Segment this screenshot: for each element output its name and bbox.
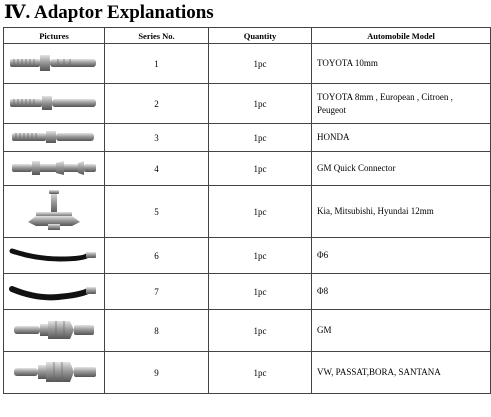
model-text: GM (317, 325, 332, 335)
picture-cell (4, 44, 105, 84)
table-row (4, 152, 491, 186)
quantity-cell: 1pc (209, 274, 312, 310)
model-text: TOYOTA 8mm , European , Citroen , (317, 91, 453, 102)
bracket-adaptor-icon (8, 188, 100, 234)
picture-cell (4, 238, 105, 274)
column-header-series: Series No. (105, 28, 209, 44)
series-cell: 8 (105, 310, 209, 352)
table-row (4, 124, 491, 152)
series-cell: 3 (105, 124, 209, 152)
picture-cell (4, 152, 105, 186)
series-cell: 2 (105, 84, 209, 124)
threaded-rod-adaptor-icon (8, 93, 100, 113)
model-text: Peugeot (317, 104, 346, 115)
quantity-cell: 1pc (209, 238, 312, 274)
picture-cell (4, 186, 105, 238)
threaded-rod-adaptor-icon (8, 53, 100, 73)
series-cell: 5 (105, 186, 209, 238)
hose-adaptor-icon (8, 279, 100, 303)
table-row (4, 310, 491, 352)
column-header-quantity: Quantity (209, 28, 312, 44)
model-text: Φ6 (317, 250, 329, 260)
model-text: TOYOTA 10mm (317, 58, 378, 68)
hose-adaptor-icon (8, 243, 100, 267)
model-cell (312, 44, 491, 84)
table-row (4, 238, 491, 274)
model-cell (312, 310, 491, 352)
quantity-cell: 1pc (209, 186, 312, 238)
quick-connector-adaptor-icon (8, 158, 100, 178)
table-row (4, 186, 491, 238)
quantity-cell: 1pc (209, 310, 312, 352)
series-cell: 7 (105, 274, 209, 310)
threaded-rod-adaptor-icon (8, 129, 100, 145)
series-cell: 4 (105, 152, 209, 186)
series-cell: 9 (105, 352, 209, 394)
picture-cell (4, 124, 105, 152)
picture-cell (4, 352, 105, 394)
table-row (4, 352, 491, 394)
table-row (4, 84, 491, 124)
model-cell (312, 152, 491, 186)
model-cell (312, 186, 491, 238)
model-cell (312, 352, 491, 394)
quantity-cell: 1pc (209, 84, 312, 124)
picture-cell (4, 310, 105, 352)
hex-fitting-adaptor-icon (8, 359, 100, 385)
model-cell (312, 84, 491, 124)
series-cell: 6 (105, 238, 209, 274)
table-row (4, 274, 491, 310)
hex-fitting-adaptor-icon (8, 317, 100, 343)
table-row (4, 44, 491, 84)
model-text: GM Quick Connector (317, 163, 396, 173)
model-text: HONDA (317, 132, 350, 142)
page-title: Ⅳ. Adaptor Explanations (4, 2, 214, 23)
model-cell (312, 238, 491, 274)
model-cell (312, 124, 491, 152)
quantity-cell: 1pc (209, 352, 312, 394)
quantity-cell: 1pc (209, 124, 312, 152)
picture-cell (4, 274, 105, 310)
model-text: VW, PASSAT,BORA, SANTANA (317, 367, 441, 377)
model-text: Kia, Mitsubishi, Hyundai 12mm (317, 206, 434, 216)
adaptor-table (3, 27, 491, 394)
picture-cell (4, 84, 105, 124)
table-header-row (4, 28, 491, 44)
model-cell (312, 274, 491, 310)
quantity-cell: 1pc (209, 44, 312, 84)
column-header-model: Automobile Model (312, 28, 491, 44)
model-text: Φ8 (317, 286, 329, 296)
column-header-pictures: Pictures (4, 28, 105, 44)
quantity-cell: 1pc (209, 152, 312, 186)
series-cell: 1 (105, 44, 209, 84)
